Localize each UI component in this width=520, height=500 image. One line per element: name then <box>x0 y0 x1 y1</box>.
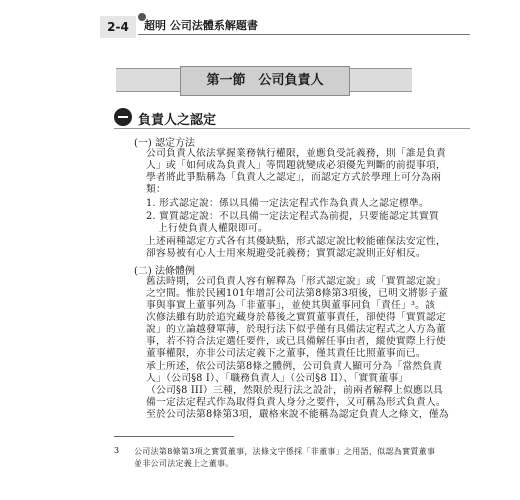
footnote-divider <box>114 436 234 437</box>
paragraph-line: 說」的立論越發單薄，於現行法下似乎僅有具備法定程式之人方為董 <box>146 324 446 335</box>
paragraph-line: 董事權限，亦非公司法定義下之董事，僅其責任比照董事而已。 <box>146 348 426 359</box>
paragraph-line: 公司負責人依法掌握業務執行權限，並應負受託義務，則「誰是負責 <box>146 148 446 159</box>
header-divider <box>138 34 470 35</box>
heading: 負責人之認定 <box>138 113 217 128</box>
paragraph-line: 上述兩種認定方式各有其優缺點，形式認定說比較能確保法安定性， <box>146 236 446 247</box>
sub-heading-statute: (二) 法條體例 <box>134 266 195 277</box>
page-number: 2-4 <box>100 16 136 38</box>
paragraph-line: 卻容易被有心人士用來規避受託義務；實質認定說則正好相反。 <box>146 248 426 259</box>
paragraph-line: 備一定法定程式作為取得負責人身分之要件，又可稱為形式負責人。 <box>146 397 446 408</box>
series-title: 超明 公司法體系解題書 <box>144 19 258 32</box>
paragraph-line: 事，若不符合法定選任要件，或已具備解任事由者，縱使實際上行使 <box>146 336 446 347</box>
sub-heading-method: (一) 認定方法 <box>134 138 195 149</box>
section-title: 第一節 公司負責人 <box>180 66 350 96</box>
list-item-continuation: 上行使負責人權限即可。 <box>158 223 268 234</box>
footnote-number: 3 <box>114 446 120 455</box>
paragraph-line: 事與事實上董事列為「非董事」，並使其與董事同負「責任」³。該 <box>146 300 436 311</box>
paragraph-line: 之空間。惟於民國101年增訂公司法第8條第3項後，已明文將影子董 <box>146 288 449 299</box>
paragraph-line: 人」或「如何成為負責人」等問題就變成必須優先判斷的前提事項， <box>146 160 446 171</box>
paragraph-line: 承上所述，依公司法第8條之體例，公司負責人顯可分為「當然負責 <box>146 361 443 372</box>
paragraph-line: 人」（公司§8 I）、「職務負責人」（公司§8 II）、「實質董事」 <box>146 373 409 384</box>
paragraph-line: 學者將此爭點稱為「負責人之認定」，而認定方式於學理上可分為兩 <box>146 172 442 183</box>
paragraph-line: 類： <box>146 184 166 195</box>
section-banner <box>116 68 412 92</box>
footnote-line: 並非公司法定義上之董事。 <box>134 459 234 468</box>
paragraph-line: （公司§8 III）三種，然限於現行法之設計，前兩者解釋上似應以具 <box>146 385 443 396</box>
paragraph-line: 舊法時期，公司負責人容有解釋為「形式認定說」或「實質認定說」 <box>146 276 446 287</box>
footnote-line: 公司法第8條第3項之實質董事，法條文字係採「非董事」之用語，似認為實質董事 <box>134 447 436 456</box>
minus-circle-icon <box>114 108 132 126</box>
paragraph-line: 至於公司法第8條第3項，嚴格來說不能稱為認定負責人之條文，僅為 <box>146 409 449 420</box>
heading-divider <box>114 128 470 129</box>
list-item: 2. 實質認定說：不以具備一定法定程式為前提，只要能認定其實質 <box>146 211 439 222</box>
page-header <box>0 0 520 38</box>
list-item: 1. 形式認定說：係以具備一定法定程式作為負責人之認定標準。 <box>146 198 429 209</box>
paragraph-line: 次修法雖有助於追究藏身於幕後之實質董事責任，卻使得「實質認定 <box>146 312 446 323</box>
